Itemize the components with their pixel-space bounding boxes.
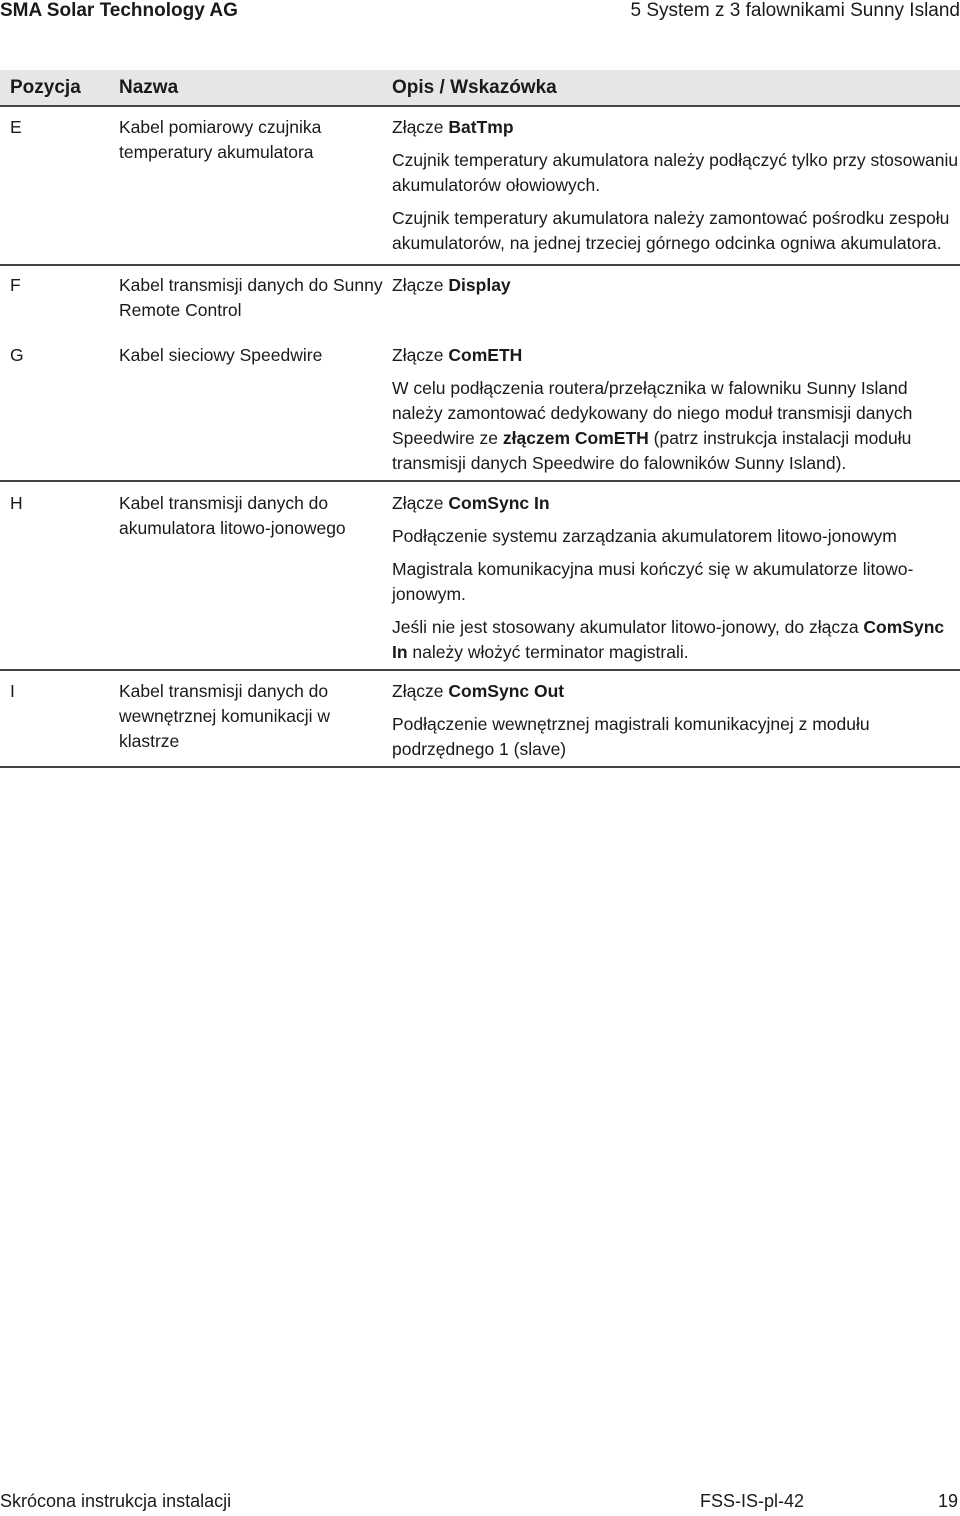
description-text: Magistrala komunikacyjna musi kończyć się w akumulatorze litowo-jonowym.	[392, 559, 914, 604]
table-row	[0, 670, 960, 767]
row-description	[392, 343, 960, 481]
description-text: Jeśli nie jest stosowany akumulator litowo-jonowy, do złącza ComSync In należy włożyć terminator magistrali.	[392, 617, 945, 662]
row-name: Kabel transmisji danych do wewnętrznej komunikacji w klastrze	[119, 670, 392, 767]
footer-document-title: Skrócona instrukcja instalacji	[0, 1491, 232, 1511]
row-position: E	[0, 106, 119, 265]
connector-name: ComSync Out	[448, 681, 565, 701]
header-company: SMA Solar Technology AG	[0, 0, 238, 21]
connector-name: Display	[448, 275, 511, 295]
connector-name: ComETH	[448, 345, 523, 365]
row-description	[392, 481, 960, 670]
connector-line: Złącze ComETH	[392, 345, 523, 365]
connector-name: ComSync In	[448, 493, 550, 513]
row-description	[392, 106, 960, 265]
table-row	[0, 265, 960, 343]
description-text: Czujnik temperatury akumulatora należy podłączyć tylko przy stosowaniu akumulatorów ołowiowych.	[392, 150, 959, 195]
row-name: Kabel pomiarowy czujnika temperatury akumulatora	[119, 106, 392, 265]
row-position: H	[0, 481, 119, 670]
description-text: Podłączenie systemu zarządzania akumulatorem litowo-jonowym	[392, 526, 897, 546]
row-name: Kabel transmisji danych do akumulatora litowo-jonowego	[119, 481, 392, 670]
connector-line: Złącze BatTmp	[392, 117, 514, 137]
connector-name: BatTmp	[448, 117, 514, 137]
row-name: Kabel sieciowy Speedwire	[119, 343, 392, 481]
row-name: Kabel transmisji danych do Sunny Remote Control	[119, 275, 383, 320]
description-text: W celu podłączenia routera/przełącznika w falowniku Sunny Island należy zamontować dedykowany do niego moduł transmisji danych Speedwire ze złączem ComETH (patrz instrukcja instalacji modułu transmisji danych Speedwire do falowników Sunny Island).	[392, 378, 913, 473]
connector-line: Złącze ComSync Out	[392, 681, 565, 701]
row-position: F	[10, 275, 21, 295]
footer-document-code: FSS-IS-pl-42	[700, 1491, 805, 1511]
row-description	[392, 670, 960, 767]
table-row	[0, 106, 960, 265]
footer-page-number: 19	[937, 1491, 958, 1511]
description-text: Podłączenie wewnętrznej magistrali komunikacyjnej z modułu podrzędnego 1 (slave)	[392, 714, 870, 759]
row-position: I	[0, 670, 119, 767]
col-header-name: Nazwa	[119, 70, 392, 106]
description-text: Czujnik temperatury akumulatora należy zamontować pośrodku zespołu akumulatorów, na jednej trzeciej górnego odcinka ogniwa akumulatora.	[392, 208, 950, 253]
header-chapter: 5 System z 3 falownikami Sunny Island	[630, 0, 960, 21]
row-position: G	[0, 343, 119, 481]
table-row	[0, 481, 960, 670]
col-header-description: Opis / Wskazówka	[392, 70, 960, 106]
col-header-position: Pozycja	[0, 70, 119, 106]
connection-table	[0, 70, 960, 768]
table-row	[0, 343, 960, 481]
connector-line: Złącze ComSync In	[392, 493, 550, 513]
row-description	[392, 265, 960, 343]
connector-line: Złącze Display	[392, 275, 511, 295]
table-header-row	[0, 70, 960, 106]
